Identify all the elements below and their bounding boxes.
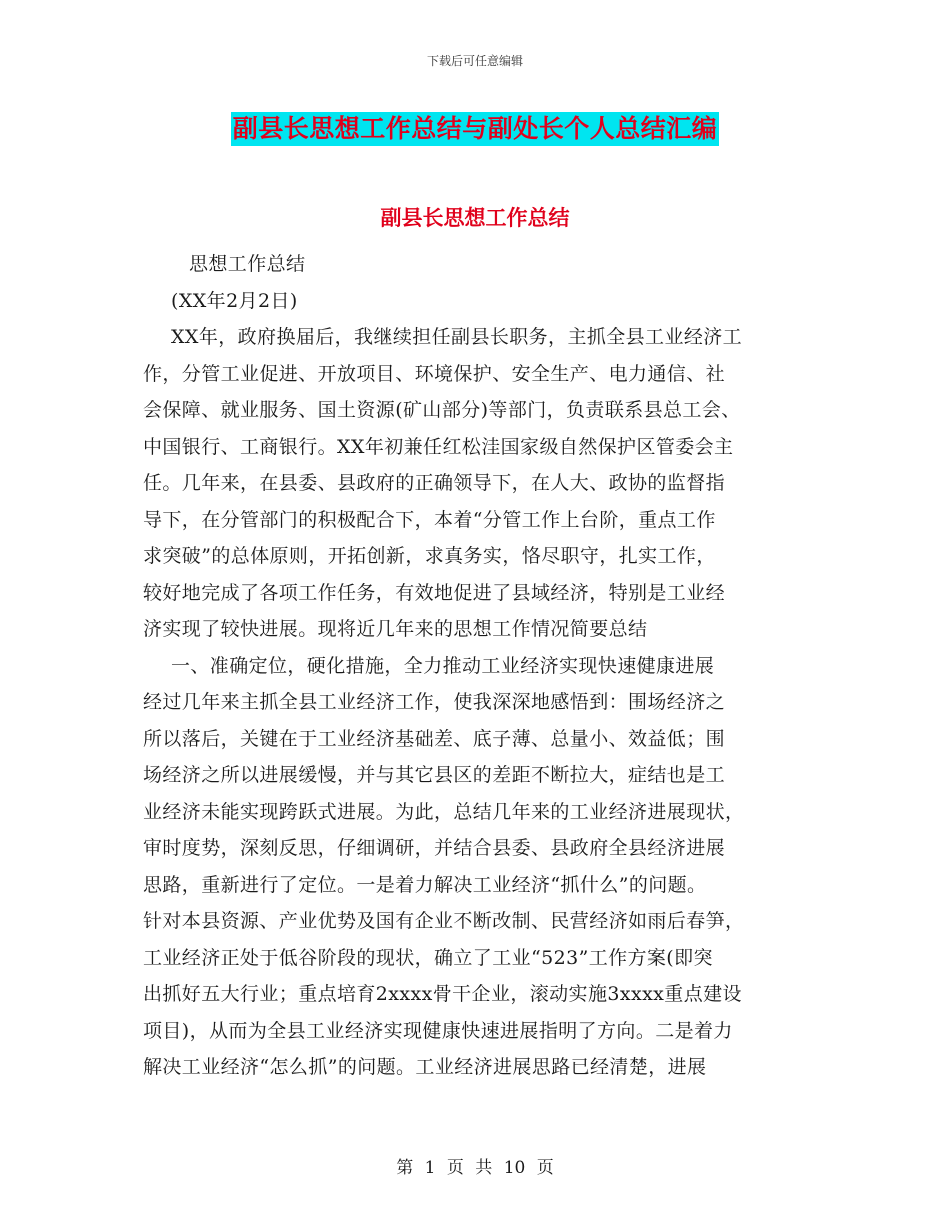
page-header-note: 下载后可任意编辑 xyxy=(426,54,523,68)
page-number-footer: 第 1 页 共 10 页 xyxy=(396,1158,554,1178)
paragraph-line: 任。几年来，在县委、县政府的正确领导下，在人大、政协的监督指 xyxy=(143,472,726,494)
paragraph-line: 审时度势，深刻反思，仔细调研，并结合县委、县政府全县经济进展 xyxy=(143,837,726,859)
paragraph-line: 出抓好五大行业；重点培育2xxxx骨干企业，滚动实施3xxxx重点建设 xyxy=(143,983,742,1005)
paragraph-line: 业经济未能实现跨跃式进展。为此，总结几年来的工业经济进展现状， xyxy=(143,800,745,823)
paragraph-line: (XX年2月2日) xyxy=(171,289,298,312)
paragraph-line: 所以落后，关键在于工业经济基础差、底子薄、总量小、效益低；围 xyxy=(143,727,726,750)
paragraph-line: 解决工业经济“怎么抓”的问题。工业经济进展思路已经清楚，进展 xyxy=(143,1056,707,1078)
paragraph-line: 思路，重新进行了定位。一是着力解决工业经济“抓什么”的问题。 xyxy=(143,873,707,896)
paragraph-line: 较好地完成了各项工作任务，有效地促进了县域经济，特别是工业经 xyxy=(143,581,726,604)
paragraph-line: 工业经济正处于低谷阶段的现状，确立了工业“523”工作方案(即突 xyxy=(143,946,713,969)
paragraph-line: 场经济之所以进展缓慢，并与其它县区的差距不断拉大，症结也是工 xyxy=(143,764,726,786)
paragraph-line: 经过几年来主抓全县工业经济工作，使我深深地感悟到：围场经济之 xyxy=(143,691,726,713)
paragraph-line: 思想工作总结 xyxy=(189,253,306,275)
paragraph-line: 作，分管工业促进、开放项目、环境保护、安全生产、电力通信、社 xyxy=(143,362,726,385)
paragraph-line: 针对本县资源、产业优势及国有企业不断改制、民营经济如雨后春笋， xyxy=(143,910,745,932)
section-title: 副县长思想工作总结 xyxy=(380,205,570,230)
paragraph-line: 济实现了较快进展。现将近几年来的思想工作情况简要总结 xyxy=(143,618,648,640)
paragraph-line: 导下，在分管部门的积极配合下，本着“分管工作上台阶，重点工作 xyxy=(143,508,716,531)
document-body xyxy=(143,246,809,1086)
paragraph-line: XX年，政府换届后，我继续担任副县长职务，主抓全县工业经济工 xyxy=(171,326,743,348)
paragraph-line: 项目)，从而为全县工业经济实现健康快速进展指明了方向。二是着力 xyxy=(143,1019,733,1042)
paragraph-line: 求突破”的总体原则，开拓创新，求真务实，恪尽职守，扎实工作， xyxy=(143,545,716,567)
paragraph-line: 中国银行、工商银行。XX年初兼任红松洼国家级自然保护区管委会主 xyxy=(143,435,734,458)
main-title: 副县长思想工作总结与副处长个人总结汇编 xyxy=(231,112,720,146)
main-title-container xyxy=(0,112,950,146)
paragraph-line: 会保障、就业服务、国土资源(矿山部分)等部门，负责联系县总工会、 xyxy=(143,399,741,421)
paragraph-line: 一、准确定位，硬化措施，全力推动工业经济实现快速健康进展 xyxy=(171,654,715,677)
